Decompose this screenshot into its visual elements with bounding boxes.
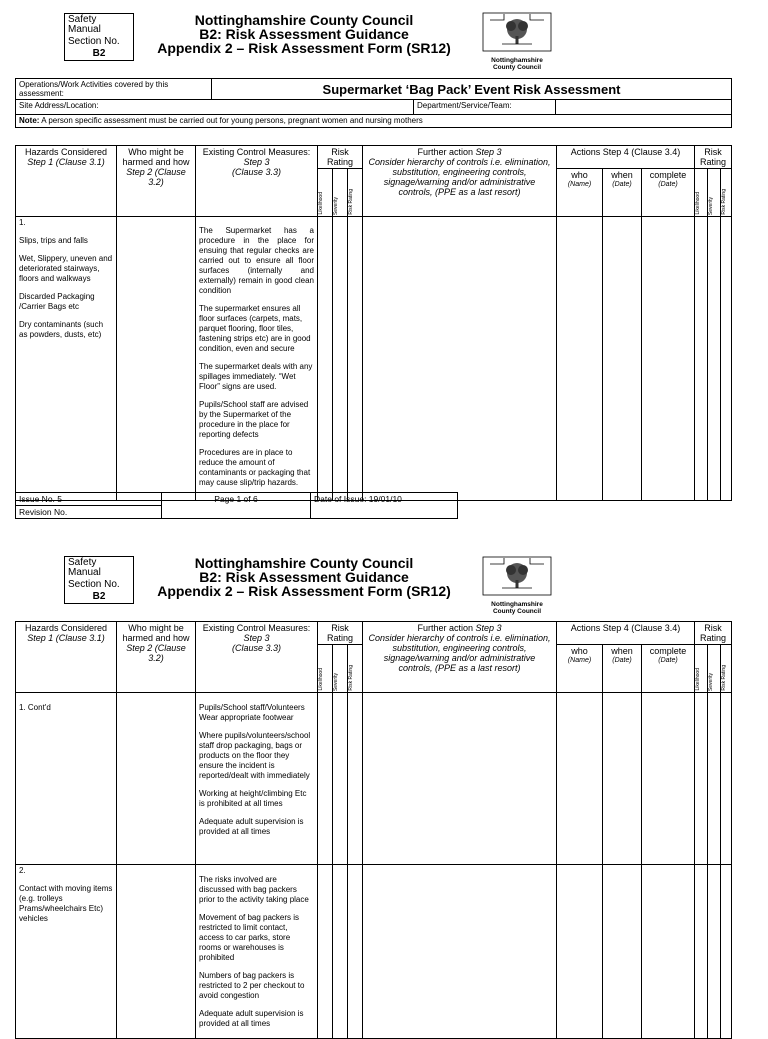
severity2-cell-p2-2[interactable]: [708, 865, 721, 1039]
when-cell-p2-1[interactable]: [603, 693, 642, 865]
safety-manual-label: Safety Manual: [65, 14, 134, 37]
existing-controls-header: Existing Control Measures: Step 3 (Clause 3.3): [196, 146, 318, 217]
who-harmed-cell[interactable]: [117, 217, 196, 501]
who-name-header: who (Name): [557, 169, 603, 217]
hazards-header: Hazards Considered Step 1 (Clause 3.1): [16, 146, 117, 217]
who-harmed-header: Who might be harmed and how Step 2 (Clause 3.2): [117, 146, 196, 217]
when-date-header: when (Date): [603, 169, 642, 217]
council-logo: [482, 12, 552, 71]
tree-emblem-icon-p2: [482, 556, 552, 596]
appendix-title: Appendix 2 – Risk Assessment Form (SR12): [157, 40, 451, 56]
complete-date-header: complete (Date): [642, 169, 695, 217]
complete-cell-p2-1[interactable]: [642, 693, 695, 865]
hazards-header-p2: Hazards Considered Step 1 (Clause 3.1): [16, 622, 117, 693]
rating2-cell-p2-1[interactable]: [721, 693, 732, 865]
guidance-title-p2: B2: Risk Assessment Guidance: [199, 569, 409, 585]
complete-cell-p2-2[interactable]: [642, 865, 695, 1039]
safety-manual-label-p2: Safety Manual: [65, 557, 134, 580]
tree-emblem-icon: [482, 12, 552, 52]
rating2-cell-p2-2[interactable]: [721, 865, 732, 1039]
complete-cell[interactable]: [642, 217, 695, 501]
risk-rating2-header-p2: Risk Rating: [695, 622, 732, 645]
hazard-cell: 1. Slips, trips and falls Wet, Slippery, uneven and deteriorated stairways, floors and walkways Discarded Packaging /Carrier Bags etc Dry contaminants (such as powders, dusts, etc): [16, 217, 117, 501]
risk-rating-header: Risk Rating: [318, 146, 363, 169]
when-date-header-p2: when (Date): [603, 645, 642, 693]
actions-header: Actions Step 4 (Clause 3.4): [557, 146, 695, 169]
who-harmed-cell-p2-2[interactable]: [117, 865, 196, 1039]
actions-header-p2: Actions Step 4 (Clause 3.4): [557, 622, 695, 645]
site-address-label: Site Address/Location:: [16, 100, 414, 115]
rating2-cell[interactable]: [721, 217, 732, 501]
assessment-info-table: [15, 78, 732, 128]
risk-table-page1: [15, 145, 732, 501]
likelihood-header: Likelihood: [318, 169, 333, 217]
who-cell-p2-2[interactable]: [557, 865, 603, 1039]
risk-rating-header-p2: Risk Rating: [318, 622, 363, 645]
note-bold: Note:: [19, 116, 40, 125]
likelihood2-cell[interactable]: [695, 217, 708, 501]
note-row: [16, 115, 732, 128]
existing-controls-header-p2: Existing Control Measures: Step 3 (Clause 3.3): [196, 622, 318, 693]
further-action-cell-p2-2[interactable]: [363, 865, 557, 1039]
further-action-header-p2: Further action Step 3 Consider hierarchy of controls i.e. elimination, substitution, engineering controls, signage/warning and/or administrative controls, (PPE as a last resort): [363, 622, 557, 693]
who-harmed-cell-p2-1[interactable]: [117, 693, 196, 865]
severity-cell[interactable]: [333, 217, 348, 501]
assessment-title: Supermarket ‘Bag Pack’ Event Risk Assessment: [212, 79, 732, 100]
issue-no: Issue No. 5: [16, 493, 162, 506]
rating-cell[interactable]: [348, 217, 363, 501]
department-label: Department/Service/Team:: [414, 100, 556, 115]
safety-manual-box-p2: [64, 556, 134, 604]
likelihood2-header-p2: Likelihood: [695, 645, 708, 693]
council-logo-p2: [482, 556, 552, 615]
rating-header: Risk Rating: [348, 169, 363, 217]
rating-cell-p2-2[interactable]: [348, 865, 363, 1039]
rating-cell-p2-1[interactable]: [348, 693, 363, 865]
likelihood-cell[interactable]: [318, 217, 333, 501]
likelihood2-cell-p2-1[interactable]: [695, 693, 708, 865]
further-action-cell-p2-1[interactable]: [363, 693, 557, 865]
rating2-header-p2: Risk Rating: [721, 645, 732, 693]
likelihood-cell-p2-2[interactable]: [318, 865, 333, 1039]
who-name-header-p2: who (Name): [557, 645, 603, 693]
department-value[interactable]: [556, 100, 732, 115]
note-text: A person specific assessment must be carried out for young persons, pregnant women and nursing mothers: [39, 116, 423, 125]
org-title-p2: Nottinghamshire County Council: [194, 555, 414, 571]
org-title: Nottinghamshire County Council: [194, 12, 414, 28]
safety-manual-box: [64, 13, 134, 61]
likelihood2-cell-p2-2[interactable]: [695, 865, 708, 1039]
severity2-header-p2: Severity: [708, 645, 721, 693]
further-action-cell[interactable]: [363, 217, 557, 501]
likelihood-cell-p2-1[interactable]: [318, 693, 333, 865]
who-cell-p2-1[interactable]: [557, 693, 603, 865]
likelihood-header-p2: Likelihood: [318, 645, 333, 693]
hazard-cell-p2-2: 2. Contact with moving items (e.g. trolleys Prams/wheelchairs Etc) vehicles: [16, 865, 117, 1039]
controls-cell-p2-1: Pupils/School staff/Volunteers Wear appropriate footwear Where pupils/volunteers/school staff drop packaging, bags or products on the floor they ensure the incident is reported/dealt with immediately Working at height/climbing Etc is prohibited at all times Adequate adult supervision is provided at all times: [196, 693, 318, 865]
when-cell[interactable]: [603, 217, 642, 501]
logo-line2: County Council: [492, 64, 542, 71]
who-cell[interactable]: [557, 217, 603, 501]
section-value: B2: [65, 48, 134, 61]
logo-line1-p2: Nottinghamshire: [491, 601, 543, 608]
who-harmed-header-p2: Who might be harmed and how Step 2 (Clause 3.2): [117, 622, 196, 693]
appendix-title-p2: Appendix 2 – Risk Assessment Form (SR12): [157, 583, 451, 599]
logo-line2-p2: County Council: [492, 608, 542, 615]
date-of-issue: Date of Issue: 19/01/10: [311, 493, 458, 519]
severity2-cell[interactable]: [708, 217, 721, 501]
controls-cell-p2-2: The risks involved are discussed with bag packers prior to the activity taking place Movement of bag packers is restricted to limit contact, access to car parks, store rooms or warehouses is prohibited Numbers of bag packers is restricted to 2 per checkout to avoid congestion Adequate adult supervision is provided at all times: [196, 865, 318, 1039]
page-number: Page 1 of 6: [162, 493, 311, 519]
rating-header-p2: Risk Rating: [348, 645, 363, 693]
further-action-header: Further action Step 3 Consider hierarchy of controls i.e. elimination, substitution, engineering controls, signage/warning and/or administrative controls, (PPE as a last resort): [363, 146, 557, 217]
risk-rating2-header: Risk Rating: [695, 146, 732, 169]
header-titles: [134, 13, 474, 61]
header-titles-p2: [134, 556, 474, 604]
section-value-p2: B2: [65, 591, 134, 604]
severity-cell-p2-2[interactable]: [333, 865, 348, 1039]
hazard-cell-p2-1: 1. Cont'd: [16, 693, 117, 865]
revision-no: Revision No.: [16, 506, 162, 519]
severity-header: Severity: [333, 169, 348, 217]
logo-line1: Nottinghamshire: [491, 57, 543, 64]
when-cell-p2-2[interactable]: [603, 865, 642, 1039]
section-no-label-p2: Section No.: [65, 579, 134, 591]
guidance-title: B2: Risk Assessment Guidance: [199, 26, 409, 42]
rating2-header: Risk Rating: [721, 169, 732, 217]
risk-table-page2: [15, 621, 732, 1039]
severity2-cell-p2-1[interactable]: [708, 693, 721, 865]
severity-cell-p2-1[interactable]: [333, 693, 348, 865]
controls-cell: The Supermarket has a procedure in the place for ensuing that regular checks are carried out to ensure all floor surfaces (internally and externally) remain in good clean condition The supermarket ensures all floor surfaces (carpets, mats, parquet flooring, floor tiles, fastening strips etc) are in good condition, even and secure The supermarket deals with any spillages immediately. “Wet Floor” signs are used. Pupils/School staff are advised by the Supermarket of the procedure in the place for reporting defects Procedures are in place to reduce the amount of contaminants or packaging that may cause slip/trip hazards.: [196, 217, 318, 501]
severity2-header: Severity: [708, 169, 721, 217]
likelihood2-header: Likelihood: [695, 169, 708, 217]
operations-label: Operations/Work Activities covered by this assessment:: [16, 79, 212, 100]
document-footer: [15, 492, 458, 519]
complete-date-header-p2: complete (Date): [642, 645, 695, 693]
severity-header-p2: Severity: [333, 645, 348, 693]
section-no-label: Section No.: [65, 36, 134, 48]
